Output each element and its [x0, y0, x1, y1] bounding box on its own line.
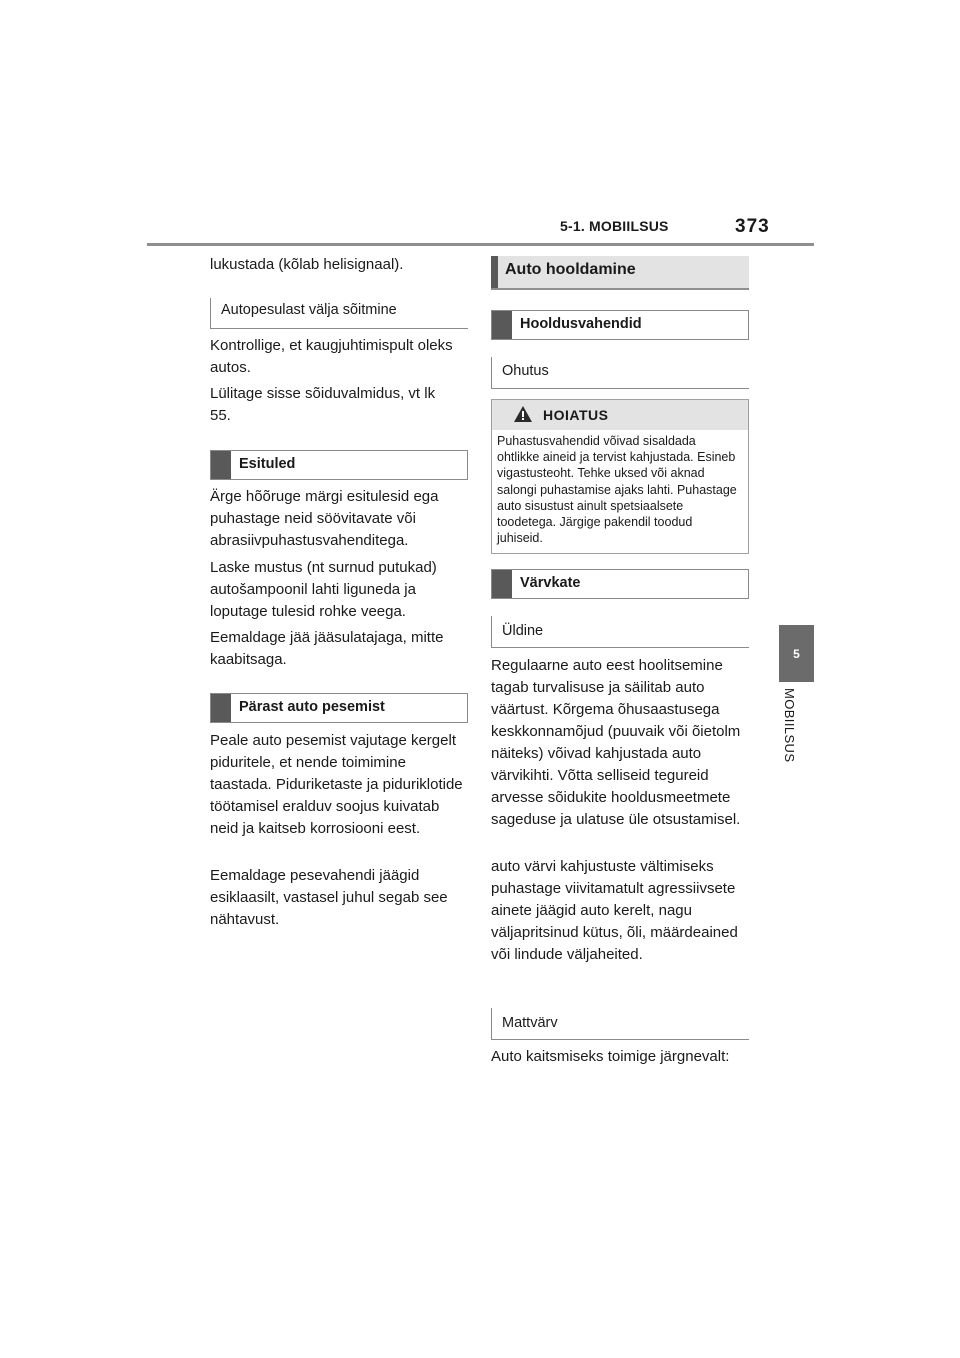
subheading-label: Ohutus [502, 363, 549, 379]
heading-label: Hooldusvahendid [520, 316, 642, 332]
heading-box-care-products [491, 310, 749, 340]
warning-box [491, 399, 749, 554]
heading-box-headlights [210, 450, 468, 480]
heading-bar [492, 311, 512, 339]
heading-label: Esituled [239, 456, 296, 472]
left-paragraph-4: Ärge hõõruge märgi esitulesid ega puhastage neid söövitavate või abrasiivpuhastusvahenditega. [210, 488, 439, 549]
section-title: 5-1. MOBIILSUS [560, 218, 669, 234]
subheading-label: Autopesulast välja sõitmine [221, 302, 397, 318]
left-paragraph-6: Eemaldage jää jääsulatajaga, mitte kaabitsaga. [210, 629, 444, 668]
left-paragraph-2: Kontrollige, et kaugjuhtimispult oleks autos. [210, 337, 453, 376]
subheading-general [491, 616, 749, 648]
subheading-label: Mattvärv [502, 1015, 558, 1031]
header-rule [147, 243, 814, 246]
left-paragraph-5: Laske mustus (nt surnud putukad) autošampoonil lahti liguneda ja loputage tulesid rohke veega. [210, 559, 437, 620]
subheading-label: Üldine [502, 623, 544, 639]
heading-label: Värvkate [520, 575, 581, 591]
heading-bar [492, 570, 512, 598]
heading-bar [491, 256, 498, 288]
chapter-label: MOBIILSUS [782, 688, 797, 763]
left-paragraph-8: Eemaldage pesevahendi jäägid esiklaasilt, vastasel juhul segab see nähtavust. [210, 867, 448, 928]
heading-bar [211, 694, 231, 722]
subheading-matte-paint [491, 1008, 749, 1040]
subheading-car-wash-exit [210, 298, 468, 329]
chapter-number: 5 [793, 646, 800, 661]
section-heading-car-care [491, 256, 749, 290]
page-number: 373 [735, 216, 770, 237]
right-paragraph-2: auto värvi kahjustuste vältimiseks puhastage viivitamatult agressiivsete ainete jäägid auto kerelt, nagu väljapritsinud kütus, õli, määrdeained või lindude väljaheited. [491, 858, 738, 963]
chapter-tab [779, 625, 814, 682]
section-heading-label: Auto hooldamine [505, 261, 636, 278]
left-paragraph-1: lukustada (kõlab helisignaal). [210, 256, 404, 273]
warning-triangle-icon [513, 405, 533, 423]
left-paragraph-3: Lülitage sisse sõiduvalmidus, vt lk 55. [210, 385, 436, 424]
warning-text: Puhastusvahendid võivad sisaldada ohtlikke aineid ja tervist kahjustada. Esineb vigastusteoht. Tehke uksed või aknad salongi puhastamise ajaks lahti. Puhastage auto sisustust ainult spetsiaalsete toodetega. Järgige pakendil toodud juhiseid. [497, 434, 737, 546]
heading-box-paint [491, 569, 749, 599]
left-paragraph-7: Peale auto pesemist vajutage kergelt piduritele, et nende toimimine taastada. Piduriketaste ja piduriklotide töötamisel eralduv soojus kuivatab neid ja kaitseb korrosiooni eest. [210, 732, 463, 837]
warning-title: HOIATUS [543, 407, 609, 423]
right-paragraph-3: Auto kaitsmiseks toimige järgnevalt: [491, 1048, 730, 1065]
subheading-safety [491, 357, 749, 389]
heading-label: Pärast auto pesemist [239, 699, 385, 715]
warning-header [492, 400, 748, 430]
heading-bar [211, 451, 231, 479]
heading-box-after-wash [210, 693, 468, 723]
right-paragraph-1: Regulaarne auto eest hoolitsemine tagab turvalisuse ja säilitab auto väärtust. Kõrgema õhusaastusega keskkonnamõjud (puuvaik või õietolm näiteks) võivad kahjustada auto värvikihti. Võtta selliseid tegureid arvesse sõidukite hooldusmeetmete sageduse ja ulatuse üle otsustamisel. [491, 657, 741, 828]
